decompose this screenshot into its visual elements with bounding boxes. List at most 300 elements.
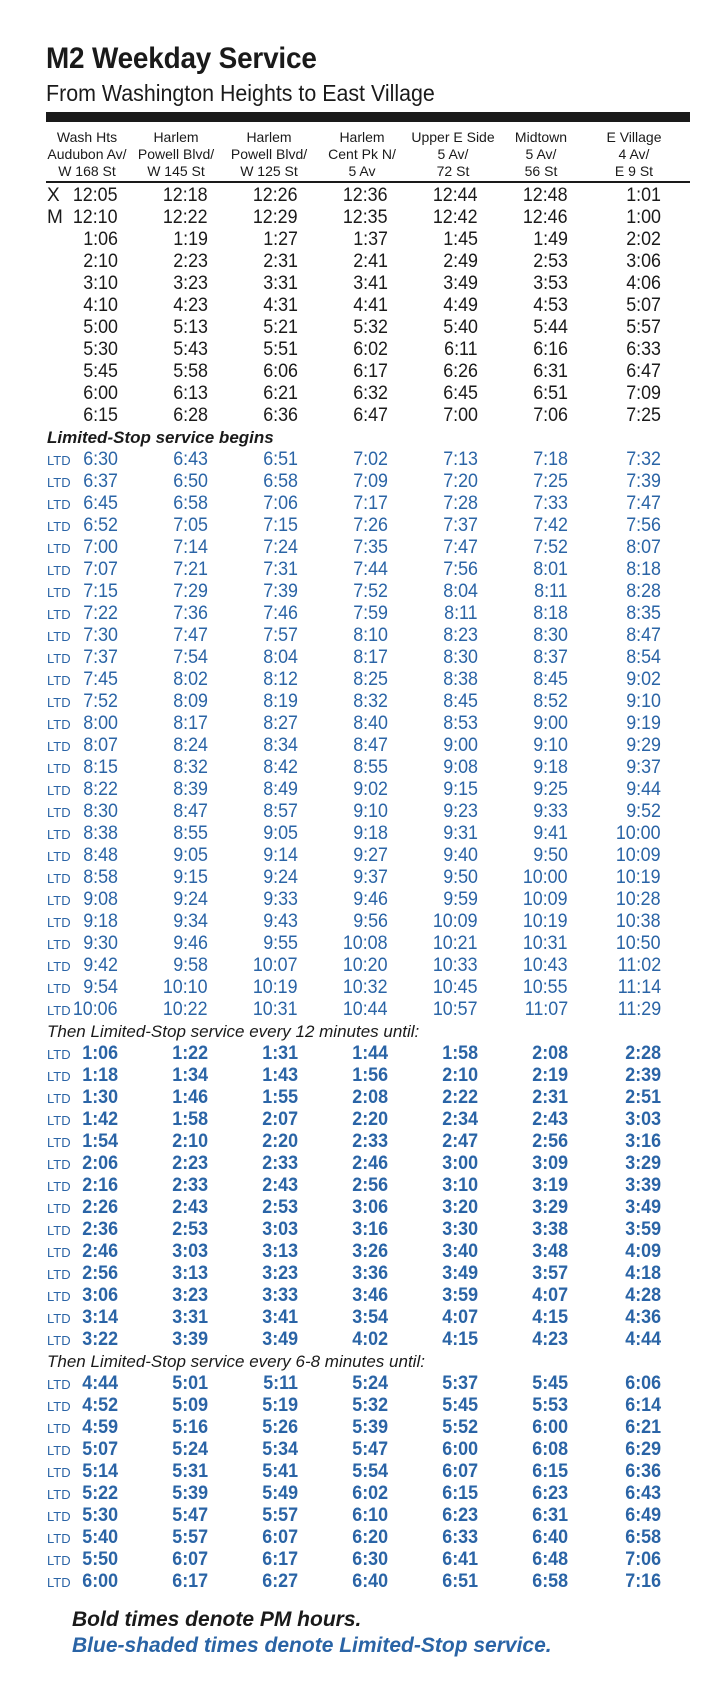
time-cell: 9:24 (173, 889, 208, 910)
time-cell: 5:11 (263, 1373, 298, 1394)
table-row (0, 1109, 728, 1131)
time-cell: 6:36 (263, 405, 298, 426)
time-cell: 3:41 (262, 1307, 298, 1328)
time-cell: 3:16 (625, 1131, 661, 1152)
time-cell: 3:29 (532, 1197, 568, 1218)
time-cell: 8:24 (173, 735, 208, 756)
time-cell: 8:11 (444, 603, 478, 624)
time-cell: 9:15 (173, 867, 208, 888)
time-cell: 11:29 (617, 999, 661, 1020)
time-cell: 6:58 (263, 471, 298, 492)
table-row (0, 493, 728, 515)
time-cell: 5:47 (352, 1439, 388, 1460)
time-cell: 2:08 (532, 1043, 568, 1064)
ltd-label: LTD (47, 937, 71, 952)
time-cell: 8:18 (533, 603, 568, 624)
time-cell: 6:45 (83, 493, 118, 514)
time-cell: 2:53 (262, 1197, 298, 1218)
time-cell: 3:39 (172, 1329, 208, 1350)
ltd-label: LTD (47, 1509, 71, 1524)
time-cell: 10:32 (343, 977, 388, 998)
time-cell: 4:31 (263, 295, 298, 316)
time-cell: 7:25 (533, 471, 568, 492)
table-row (0, 1175, 728, 1197)
time-cell: 8:39 (173, 779, 208, 800)
table-row (0, 1439, 728, 1461)
time-cell: 10:57 (433, 999, 478, 1020)
time-cell: 2:16 (82, 1175, 118, 1196)
time-cell: 7:06 (533, 405, 568, 426)
time-cell: 8:32 (353, 691, 388, 712)
time-cell: 5:49 (262, 1483, 298, 1504)
time-cell: 6:36 (625, 1461, 661, 1482)
ltd-label: LTD (47, 563, 71, 578)
time-cell: 7:06 (625, 1549, 661, 1570)
time-cell: 12:10 (73, 207, 118, 228)
time-cell: 2:23 (172, 1153, 208, 1174)
time-cell: 12:36 (343, 185, 388, 206)
time-cell: 6:15 (83, 405, 118, 426)
time-cell: 2:08 (352, 1087, 388, 1108)
time-cell: 4:52 (82, 1395, 118, 1416)
time-cell: 7:37 (83, 647, 118, 668)
ltd-label: LTD (47, 981, 71, 996)
table-row (0, 801, 728, 823)
time-cell: 5:58 (173, 361, 208, 382)
time-cell: 4:15 (532, 1307, 568, 1328)
table-row (0, 383, 728, 405)
time-cell: 4:49 (443, 295, 478, 316)
time-cell: 2:47 (442, 1131, 478, 1152)
ltd-label: LTD (47, 893, 71, 908)
time-cell: 7:15 (83, 581, 118, 602)
ltd-label: LTD (47, 1245, 71, 1260)
time-cell: 6:11 (444, 339, 478, 360)
time-cell: 7:32 (626, 449, 661, 470)
time-cell: 5:30 (83, 339, 118, 360)
time-cell: 3:40 (442, 1241, 478, 1262)
time-cell: 9:00 (443, 735, 478, 756)
ltd-label: LTD (47, 673, 71, 688)
time-cell: 6:48 (532, 1549, 568, 1570)
time-cell: 6:17 (262, 1549, 298, 1570)
ltd-label: LTD (47, 475, 71, 490)
time-cell: 7:59 (353, 603, 388, 624)
time-cell: 6:43 (173, 449, 208, 470)
time-cell: 3:23 (262, 1263, 298, 1284)
time-cell: 8:55 (353, 757, 388, 778)
table-row (0, 603, 728, 625)
time-cell: 3:30 (442, 1219, 478, 1240)
table-row (0, 735, 728, 757)
time-cell: 5:50 (82, 1549, 118, 1570)
time-cell: 2:20 (262, 1131, 298, 1152)
time-cell: 6:06 (625, 1373, 661, 1394)
time-cell: 9:50 (443, 867, 478, 888)
time-cell: 3:23 (173, 273, 208, 294)
time-cell: 8:30 (533, 625, 568, 646)
time-cell: 7:42 (533, 515, 568, 536)
column-header-e-village: E Village 4 Av/ E 9 St (606, 129, 662, 179)
time-cell: 3:23 (172, 1285, 208, 1306)
time-cell: 9:30 (83, 933, 118, 954)
time-cell: 6:41 (442, 1549, 478, 1570)
table-row (0, 691, 728, 713)
ltd-label: LTD (47, 739, 71, 754)
time-cell: 3:38 (532, 1219, 568, 1240)
ltd-label: LTD (47, 849, 71, 864)
service-note: Limited-Stop service begins (47, 428, 274, 447)
time-cell: 8:09 (173, 691, 208, 712)
time-cell: 5:26 (262, 1417, 298, 1438)
time-cell: 8:40 (353, 713, 388, 734)
column-header-harlem-w145: Harlem Powell Blvd/ W 145 St (137, 129, 215, 179)
time-cell: 9:02 (353, 779, 388, 800)
time-cell: 9:55 (263, 933, 298, 954)
time-cell: 2:10 (83, 251, 118, 272)
time-cell: 5:14 (82, 1461, 118, 1482)
table-row (0, 1329, 728, 1351)
time-cell: 6:45 (443, 383, 478, 404)
time-cell: 1:58 (172, 1109, 208, 1130)
time-cell: 9:10 (626, 691, 661, 712)
table-row (0, 537, 728, 559)
time-cell: 8:48 (83, 845, 118, 866)
time-cell: 8:52 (533, 691, 568, 712)
table-row (0, 779, 728, 801)
time-cell: 5:53 (532, 1395, 568, 1416)
time-cell: 9:44 (626, 779, 661, 800)
time-cell: 8:04 (263, 647, 298, 668)
time-cell: 3:20 (442, 1197, 478, 1218)
time-cell: 7:18 (533, 449, 568, 470)
time-cell: 8:35 (626, 603, 661, 624)
service-note: Then Limited-Stop service every 12 minutes until: (47, 1022, 420, 1041)
table-row (0, 1461, 728, 1483)
time-cell: 4:41 (353, 295, 388, 316)
time-cell: 2:33 (262, 1153, 298, 1174)
time-cell: 3:06 (82, 1285, 118, 1306)
time-cell: 3:59 (442, 1285, 478, 1306)
time-cell: 4:28 (625, 1285, 661, 1306)
time-cell: 7:47 (443, 537, 478, 558)
table-row (0, 999, 728, 1021)
ltd-label: LTD (47, 519, 71, 534)
time-cell: 2:26 (82, 1197, 118, 1218)
time-cell: 1:06 (83, 229, 118, 250)
time-cell: 7:39 (626, 471, 661, 492)
time-cell: 7:05 (173, 515, 208, 536)
time-cell: 5:45 (83, 361, 118, 382)
table-row (0, 1131, 728, 1153)
time-cell: 7:14 (173, 537, 208, 558)
time-cell: 7:15 (263, 515, 298, 536)
time-cell: 4:15 (442, 1329, 478, 1350)
time-cell: 12:29 (253, 207, 298, 228)
time-cell: 8:45 (533, 669, 568, 690)
time-cell: 1:01 (626, 185, 661, 206)
time-cell: 1:22 (172, 1043, 208, 1064)
table-row (0, 823, 728, 845)
time-cell: 8:55 (173, 823, 208, 844)
time-cell: 9:40 (443, 845, 478, 866)
time-cell: 1:46 (172, 1087, 208, 1108)
time-cell: 3:48 (532, 1241, 568, 1262)
time-cell: 8:17 (353, 647, 388, 668)
time-cell: 9:52 (626, 801, 661, 822)
table-row (0, 515, 728, 537)
time-cell: 8:07 (626, 537, 661, 558)
time-cell: 5:43 (173, 339, 208, 360)
time-cell: 7:37 (443, 515, 478, 536)
table-row (0, 581, 728, 603)
time-cell: 5:00 (83, 317, 118, 338)
time-cell: 6:33 (442, 1527, 478, 1548)
column-header-harlem-w125: Harlem Powell Blvd/ W 125 St (230, 129, 308, 179)
time-cell: 8:42 (263, 757, 298, 778)
time-cell: 6:07 (172, 1549, 208, 1570)
time-cell: 7:30 (83, 625, 118, 646)
time-cell: 12:42 (433, 207, 478, 228)
time-cell: 7:47 (626, 493, 661, 514)
table-row (0, 1549, 728, 1571)
time-cell: 10:44 (343, 999, 388, 1020)
time-cell: 10:22 (163, 999, 208, 1020)
time-cell: 8:17 (173, 713, 208, 734)
time-cell: 5:39 (352, 1417, 388, 1438)
ltd-label: LTD (47, 651, 71, 666)
ltd-label: LTD (47, 1091, 71, 1106)
time-cell: 2:46 (82, 1241, 118, 1262)
time-cell: 5:24 (352, 1373, 388, 1394)
time-cell: 12:46 (523, 207, 568, 228)
time-cell: 3:10 (442, 1175, 478, 1196)
time-cell: 9:02 (626, 669, 661, 690)
time-cell: 5:24 (172, 1439, 208, 1460)
time-cell: 7:54 (173, 647, 208, 668)
time-cell: 8:54 (626, 647, 661, 668)
time-cell: 10:10 (163, 977, 208, 998)
time-cell: 6:28 (173, 405, 208, 426)
time-cell: 7:20 (443, 471, 478, 492)
time-cell: 1:19 (173, 229, 208, 250)
time-cell: 5:51 (263, 339, 298, 360)
ltd-label: LTD (47, 585, 71, 600)
time-cell: 5:54 (352, 1461, 388, 1482)
table-row (0, 647, 728, 669)
time-cell: 9:18 (533, 757, 568, 778)
time-cell: 1:06 (82, 1043, 118, 1064)
timetable-rows (0, 185, 728, 1593)
time-cell: 6:07 (442, 1461, 478, 1482)
column-header-harlem-cent-pk: Harlem Cent Pk N/ 5 Av (328, 129, 396, 179)
time-cell: 2:46 (352, 1153, 388, 1174)
time-cell: 7:52 (83, 691, 118, 712)
time-cell: 4:18 (625, 1263, 661, 1284)
table-row (0, 669, 728, 691)
time-cell: 10:45 (433, 977, 478, 998)
table-row (0, 361, 728, 383)
time-cell: 1:34 (172, 1065, 208, 1086)
ltd-label: LTD (47, 1069, 71, 1084)
time-cell: 1:31 (262, 1043, 298, 1064)
time-cell: 9:46 (353, 889, 388, 910)
time-cell: 8:25 (353, 669, 388, 690)
time-cell: 3:49 (625, 1197, 661, 1218)
time-cell: 1:37 (353, 229, 388, 250)
ltd-label: LTD (47, 1047, 71, 1062)
time-cell: 8:38 (83, 823, 118, 844)
time-cell: 4:10 (83, 295, 118, 316)
time-cell: 2:56 (352, 1175, 388, 1196)
time-cell: 1:55 (262, 1087, 298, 1108)
time-cell: 6:51 (442, 1571, 478, 1592)
ltd-label: LTD (47, 1135, 71, 1150)
time-cell: 3:10 (83, 273, 118, 294)
time-cell: 10:21 (433, 933, 478, 954)
time-cell: 3:59 (625, 1219, 661, 1240)
ltd-label: LTD (47, 1487, 71, 1502)
time-cell: 7:33 (533, 493, 568, 514)
time-cell: 2:23 (173, 251, 208, 272)
table-row (0, 955, 728, 977)
time-cell: 12:48 (523, 185, 568, 206)
table-row (0, 339, 728, 361)
ltd-label: LTD (47, 1333, 71, 1348)
ltd-label: LTD (47, 1553, 71, 1568)
time-cell: 5:07 (82, 1439, 118, 1460)
time-cell: 8:15 (83, 757, 118, 778)
time-cell: 1:44 (352, 1043, 388, 1064)
time-cell: 6:52 (83, 515, 118, 536)
column-header-upper-e-side: Upper E Side 5 Av/ 72 St (411, 129, 495, 179)
time-cell: 9:27 (353, 845, 388, 866)
table-row (0, 1285, 728, 1307)
time-cell: 5:32 (353, 317, 388, 338)
table-row (0, 1483, 728, 1505)
time-cell: 8:07 (83, 735, 118, 756)
table-row (0, 867, 728, 889)
time-cell: 7:22 (83, 603, 118, 624)
time-cell: 1:43 (262, 1065, 298, 1086)
time-cell: 10:33 (433, 955, 478, 976)
time-cell: 10:19 (523, 911, 568, 932)
time-cell: 3:03 (172, 1241, 208, 1262)
ltd-label: LTD (47, 607, 71, 622)
time-cell: 12:22 (163, 207, 208, 228)
time-cell: 8:49 (263, 779, 298, 800)
table-row (0, 559, 728, 581)
time-cell: 6:23 (442, 1505, 478, 1526)
time-cell: 5:16 (172, 1417, 208, 1438)
header-divider-bar (46, 112, 690, 122)
ltd-label: LTD (47, 1113, 71, 1128)
time-cell: 5:40 (82, 1527, 118, 1548)
ltd-label: LTD (47, 1267, 71, 1282)
time-cell: 8:23 (443, 625, 478, 646)
time-cell: 8:37 (533, 647, 568, 668)
page-subtitle: From Washington Heights to East Village (46, 80, 435, 106)
time-cell: 5:39 (172, 1483, 208, 1504)
ltd-label: LTD (47, 453, 71, 468)
time-cell: 6:17 (353, 361, 388, 382)
time-cell: 5:47 (172, 1505, 208, 1526)
table-row (0, 317, 728, 339)
time-cell: 6:06 (263, 361, 298, 382)
time-cell: 6:26 (443, 361, 478, 382)
time-cell: 10:00 (616, 823, 661, 844)
time-cell: 6:27 (262, 1571, 298, 1592)
time-cell: 7:09 (626, 383, 661, 404)
time-cell: 9:15 (443, 779, 478, 800)
time-cell: 6:49 (625, 1505, 661, 1526)
time-cell: 4:06 (626, 273, 661, 294)
table-row (0, 889, 728, 911)
time-cell: 5:07 (626, 295, 661, 316)
time-cell: 7:24 (263, 537, 298, 558)
time-cell: 6:10 (352, 1505, 388, 1526)
column-header-midtown: Midtown 5 Av/ 56 St (514, 129, 568, 179)
time-cell: 1:58 (442, 1043, 478, 1064)
time-cell: 3:09 (532, 1153, 568, 1174)
time-cell: 1:49 (533, 229, 568, 250)
table-row (0, 273, 728, 295)
time-cell: 6:15 (442, 1483, 478, 1504)
time-cell: 6:08 (532, 1439, 568, 1460)
table-row (0, 295, 728, 317)
table-row (0, 1087, 728, 1109)
time-cell: 9:05 (173, 845, 208, 866)
time-cell: 2:56 (82, 1263, 118, 1284)
time-cell: 7:46 (263, 603, 298, 624)
table-row (0, 251, 728, 273)
time-cell: 6:02 (353, 339, 388, 360)
ltd-label: LTD (47, 761, 71, 776)
time-cell: 5:41 (262, 1461, 298, 1482)
time-cell: 8:11 (534, 581, 568, 602)
time-cell: 6:17 (172, 1571, 208, 1592)
time-cell: 10:55 (523, 977, 568, 998)
time-cell: 11:02 (617, 955, 661, 976)
header-rule (46, 181, 690, 183)
time-cell: 8:47 (173, 801, 208, 822)
time-cell: 5:40 (443, 317, 478, 338)
time-cell: 5:30 (82, 1505, 118, 1526)
time-cell: 10:43 (523, 955, 568, 976)
time-cell: 9:08 (443, 757, 478, 778)
time-cell: 6:40 (532, 1527, 568, 1548)
time-cell: 8:53 (443, 713, 478, 734)
ltd-label: LTD (47, 1311, 71, 1326)
time-cell: 3:26 (352, 1241, 388, 1262)
time-cell: 8:10 (353, 625, 388, 646)
time-cell: 2:19 (532, 1065, 568, 1086)
ltd-label: LTD (47, 1465, 71, 1480)
table-row (0, 1065, 728, 1087)
ltd-label: LTD (47, 827, 71, 842)
time-cell: 6:31 (532, 1505, 568, 1526)
table-row (0, 1571, 728, 1593)
table-row (0, 1043, 728, 1065)
time-cell: 3:19 (532, 1175, 568, 1196)
time-cell: 2:10 (442, 1065, 478, 1086)
time-cell: 7:39 (263, 581, 298, 602)
time-cell: 10:28 (616, 889, 661, 910)
table-row (0, 1527, 728, 1549)
time-cell: 8:30 (83, 801, 118, 822)
time-cell: 10:20 (343, 955, 388, 976)
time-cell: 8:28 (626, 581, 661, 602)
